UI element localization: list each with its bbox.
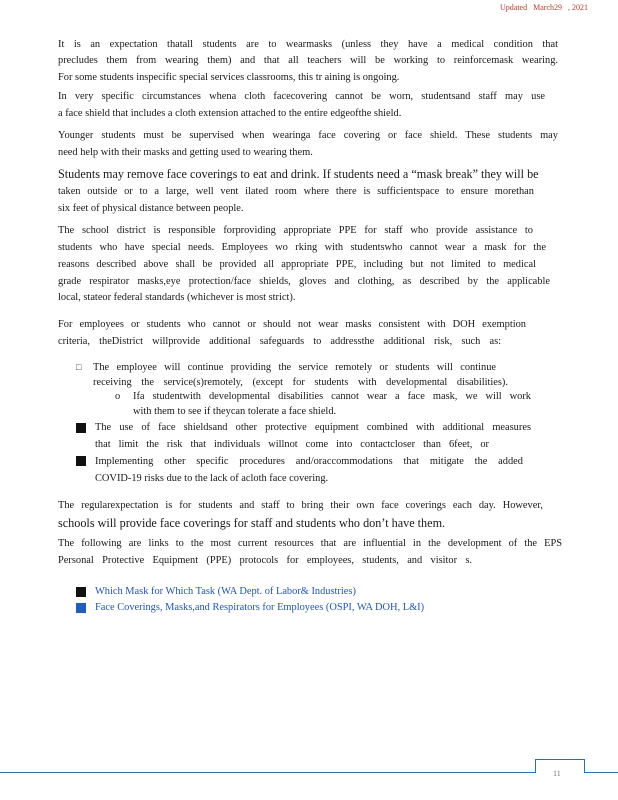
- para4-line: Students may remove face coverings to eat and drink. If students need a “mask break” they will be: [58, 167, 539, 181]
- updated-label: Updated: [500, 3, 528, 12]
- checkbox-bullet-icon: □: [76, 362, 82, 372]
- para5-line: reasons described above shall be provided all appropriate PPE, including but not limited to medical: [58, 259, 536, 270]
- square-bullet-icon: [76, 423, 86, 433]
- para4-line: taken outside or to a large, well vent ilated room where there is sufficientspace to ensure morethan: [58, 186, 534, 197]
- square-bullet-icon: [76, 603, 86, 613]
- para8-line: The following are links to the most current resources that are influential in the development of the EPS: [58, 538, 562, 549]
- para3-line: Younger students must be supervised when wearinga face covering or face shield. These students may: [58, 130, 558, 141]
- link-face-coverings-masks-respirators[interactable]: Face Coverings, Masks,and Respirators for Employees (OSPI, WA DOH, L&I): [95, 602, 425, 613]
- para5-line: students who have special needs. Employees wo rking with studentswho cannot wear a mask for the: [58, 242, 546, 253]
- para6-line: For employees or students who cannot or should not wear masks consistent with DOH exemption: [58, 319, 526, 330]
- para5-line: grade respirator masks,eye protection/face shields, gloves and clothing, as described by the applicable: [58, 276, 550, 287]
- bullet2-line: that limit the risk that individuals willnot come into contactcloser than 6feet, or: [95, 439, 489, 450]
- para3-line: need help with their masks and getting used to wearing them.: [58, 147, 313, 158]
- para5-line: local, stateor federal standards (whichever is most strict).: [58, 292, 296, 303]
- square-bullet-icon: [76, 587, 86, 597]
- square-bullet-icon: [76, 456, 86, 466]
- bullet3-line: Implementing other specific procedures and/oraccommodations that mitigate the added: [95, 456, 523, 467]
- para4-line: six feet of physical distance between people.: [58, 203, 244, 214]
- para8-line: Personal Protective Equipment (PPE) protocols for employees, students, and visitor s.: [58, 555, 472, 566]
- bullet1-line: The employee will continue providing the service remotely or students will continue: [93, 362, 496, 373]
- para2-line: In very specific circumstances whena cloth facecovering cannot be worn, studentsand staff may use: [58, 91, 545, 102]
- subbullet-line: Ifa studentwith developmental disabilities cannot wear a face mask, we will work: [133, 391, 531, 402]
- para1-line: For some students inspecific special services classrooms, this tr aining is ongoing.: [58, 72, 400, 83]
- link-which-mask-for-which-task[interactable]: Which Mask for Which Task (WA Dept. of Labor& Industries): [95, 586, 356, 597]
- sub-bullet-marker: o: [115, 391, 121, 402]
- updated-month-day: March29: [533, 3, 562, 12]
- subbullet-line: with them to see if theycan tolerate a face shield.: [133, 406, 337, 417]
- bullet1-line: receiving the service(s)remotely, (except for students with developmental disabilities).: [93, 377, 508, 388]
- para7-line: The regularexpectation is for students and staff to bring their own face coverings each day. However,: [58, 500, 543, 511]
- para7-line: schools will provide face coverings for staff and students who don’t have them.: [58, 516, 446, 530]
- para6-line: criteria, theDistrict willprovide additional safeguards to addressthe additional risk, such as:: [58, 336, 501, 347]
- para2-line: a face shield that includes a cloth extension attached to the entire edgeofthe shield.: [58, 108, 402, 119]
- footer-rule: [0, 772, 618, 773]
- updated-date-header: [496, 3, 588, 12]
- para5-line: The school district is responsible forproviding appropriate PPE for staff who provide assistance to: [58, 225, 533, 236]
- para1-line: It is an expectation thatall students are to wearmasks (unless they have a medical condition that: [58, 39, 558, 50]
- page-number: 11: [553, 769, 561, 778]
- bullet2-line: The use of face shieldsand other protective equipment combined with additional measures: [95, 422, 531, 433]
- bullet3-line: COVID-19 risks due to the lack of acloth face covering.: [95, 473, 329, 484]
- para1-line: precludes them from wearing them) and that all teachers will be working to reinforcemask wearing.: [58, 55, 558, 66]
- updated-year: , 2021: [568, 3, 588, 12]
